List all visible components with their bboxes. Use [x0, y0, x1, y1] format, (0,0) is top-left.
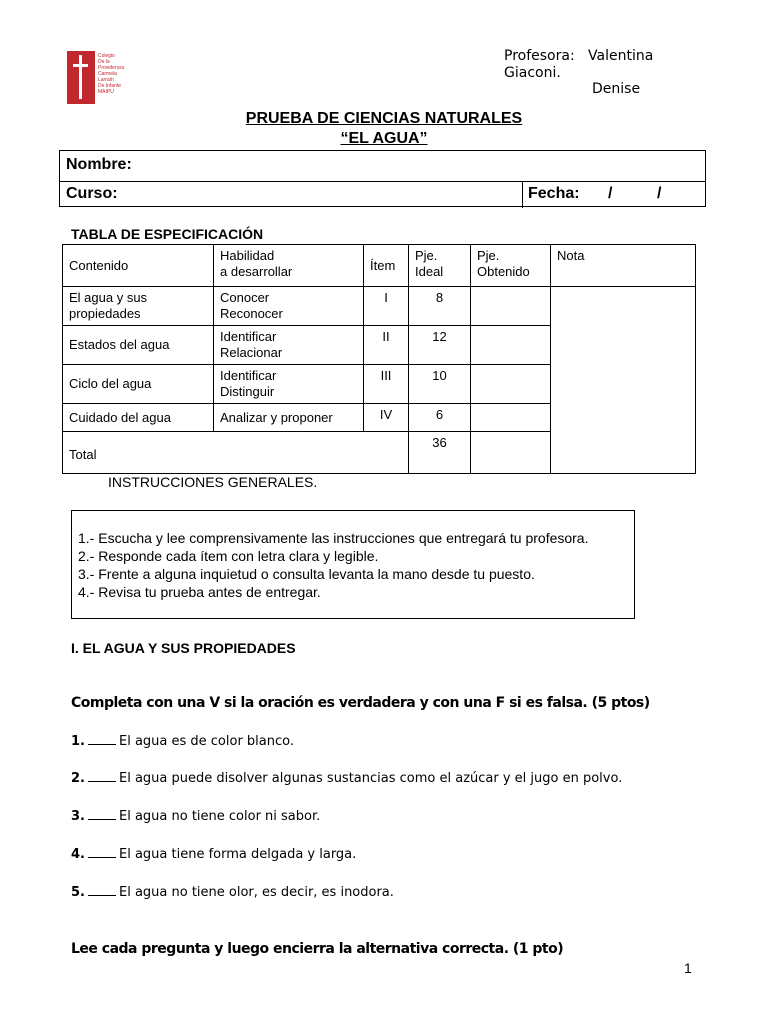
list-item — [71, 885, 394, 900]
answer-blank[interactable] — [88, 734, 116, 745]
cell-obtenido — [471, 404, 551, 432]
cell-obtenido — [471, 432, 551, 474]
header-habilidad — [214, 245, 364, 287]
list-item — [71, 771, 622, 786]
cell-text: Distinguir — [220, 384, 275, 399]
list-item — [71, 734, 294, 749]
cell-obtenido — [471, 326, 551, 365]
list-item — [71, 809, 320, 824]
header-pje-ideal — [409, 245, 471, 287]
cell-text: Identificar — [220, 329, 277, 344]
test-subtitle: “EL AGUA” — [340, 130, 428, 147]
header-pje-ideal-2: Ideal — [415, 264, 444, 279]
item-text: El agua es de color blanco. — [118, 734, 295, 749]
cell-text: El agua y sus — [69, 290, 148, 305]
cell-obtenido — [471, 287, 551, 326]
date-slash: / — [657, 185, 662, 202]
cell-contenido: Estados del agua — [63, 326, 214, 365]
table-header-row — [63, 245, 696, 287]
school-logo — [67, 51, 137, 107]
instruction-item: 4.- Revisa tu prueba antes de entregar. — [78, 584, 321, 600]
cell-text: Identificar — [220, 368, 277, 383]
item-number: 4. — [71, 847, 85, 862]
cross-icon — [67, 51, 95, 104]
item-text: El agua puede disolver algunas sustancias como el azúcar y el jugo en polvo. — [118, 771, 623, 786]
header-habilidad-2: a desarrollar — [220, 264, 293, 279]
item-number: 3. — [71, 809, 85, 824]
teacher-info — [504, 48, 704, 82]
logo-line: Colegio — [98, 53, 115, 59]
table-row — [63, 287, 696, 326]
cell-habilidad — [214, 365, 364, 404]
cell-text: propiedades — [69, 306, 141, 321]
cell-contenido — [63, 287, 214, 326]
logo-line: De Infante — [98, 83, 122, 89]
cell-item: IV — [364, 404, 409, 432]
instructions-title: INSTRUCCIONES GENERALES. — [108, 474, 318, 490]
divider — [522, 181, 523, 208]
cell-pje: 6 — [409, 404, 471, 432]
logo-line: MAIPU — [98, 89, 114, 95]
question-instruction-2: Lee cada pregunta y luego encierra la alternativa correcta. (1 pto) — [71, 941, 564, 957]
student-info-box — [59, 150, 706, 207]
list-item — [71, 847, 356, 862]
answer-blank[interactable] — [88, 771, 116, 782]
header-pje-obtenido-1: Pje. — [477, 248, 500, 263]
logo-line: Carmela — [98, 71, 117, 77]
cell-contenido: Ciclo del agua — [63, 365, 214, 404]
cell-habilidad: Analizar y proponer — [214, 404, 364, 432]
header-pje-obtenido-2: Obtenido — [477, 264, 530, 279]
cell-pje: 10 — [409, 365, 471, 404]
total-label: Total — [63, 432, 409, 474]
logo-text — [98, 53, 138, 95]
teacher-line-3: Denise — [592, 81, 641, 97]
cell-pje: 12 — [409, 326, 471, 365]
item-number: 1. — [71, 734, 85, 749]
spec-table — [62, 244, 696, 474]
spec-table-title: TABLA DE ESPECIFICACIÓN — [71, 226, 264, 242]
item-text: El agua no tiene olor, es decir, es inodora. — [118, 885, 394, 900]
page-number: 1 — [684, 960, 692, 976]
cell-nota — [551, 287, 696, 474]
instruction-item: 3.- Frente a alguna inquietud o consulta levanta la mano desde tu puesto. — [78, 566, 535, 582]
cell-item: II — [364, 326, 409, 365]
item-text: El agua no tiene color ni sabor. — [118, 809, 321, 824]
cell-text: Reconocer — [220, 306, 283, 321]
answer-blank[interactable] — [88, 809, 116, 820]
curso-label: Curso: — [66, 185, 118, 202]
section-title: I. EL AGUA Y SUS PROPIEDADES — [71, 640, 296, 656]
question-instruction: Completa con una V si la oración es verdadera y con una F si es falsa. (5 ptos) — [71, 695, 650, 711]
instruction-item: 1.- Escucha y lee comprensivamente las instrucciones que entregará tu profesora. — [78, 530, 589, 546]
instruction-item: 2.- Responde cada ítem con letra clara y legible. — [78, 548, 379, 564]
teacher-line-2: Giaconi. — [504, 65, 561, 81]
answer-blank[interactable] — [88, 847, 116, 858]
instructions-box — [71, 510, 635, 619]
cell-pje: 8 — [409, 287, 471, 326]
cell-item: III — [364, 365, 409, 404]
date-slash: / — [608, 185, 613, 202]
nombre-label: Nombre: — [66, 156, 132, 173]
nombre-row — [60, 151, 705, 182]
fecha-label: Fecha: — [528, 185, 580, 202]
logo-line: De la — [98, 59, 110, 65]
item-number: 5. — [71, 885, 85, 900]
cell-habilidad — [214, 287, 364, 326]
test-title: PRUEBA DE CIENCIAS NATURALES — [245, 110, 523, 127]
cell-item: I — [364, 287, 409, 326]
logo-line: Providencia — [98, 65, 125, 71]
cell-text: Conocer — [220, 290, 270, 305]
header-habilidad-1: Habilidad — [220, 248, 275, 263]
total-value: 36 — [409, 432, 471, 474]
item-text: El agua tiene forma delgada y larga. — [118, 847, 357, 862]
cell-contenido: Cuidado del agua — [63, 404, 214, 432]
cell-habilidad — [214, 326, 364, 365]
logo-line: Larraín — [98, 77, 114, 83]
item-number: 2. — [71, 771, 85, 786]
header-pje-ideal-1: Pje. — [415, 248, 438, 263]
header-nota: Nota — [551, 245, 696, 287]
header-item: Ítem — [364, 245, 409, 287]
cell-obtenido — [471, 365, 551, 404]
teacher-line-1: Profesora: Valentina — [504, 48, 654, 64]
answer-blank[interactable] — [88, 885, 116, 896]
header-contenido: Contenido — [63, 245, 214, 287]
header-pje-obtenido — [471, 245, 551, 287]
cell-text: Relacionar — [220, 345, 283, 360]
